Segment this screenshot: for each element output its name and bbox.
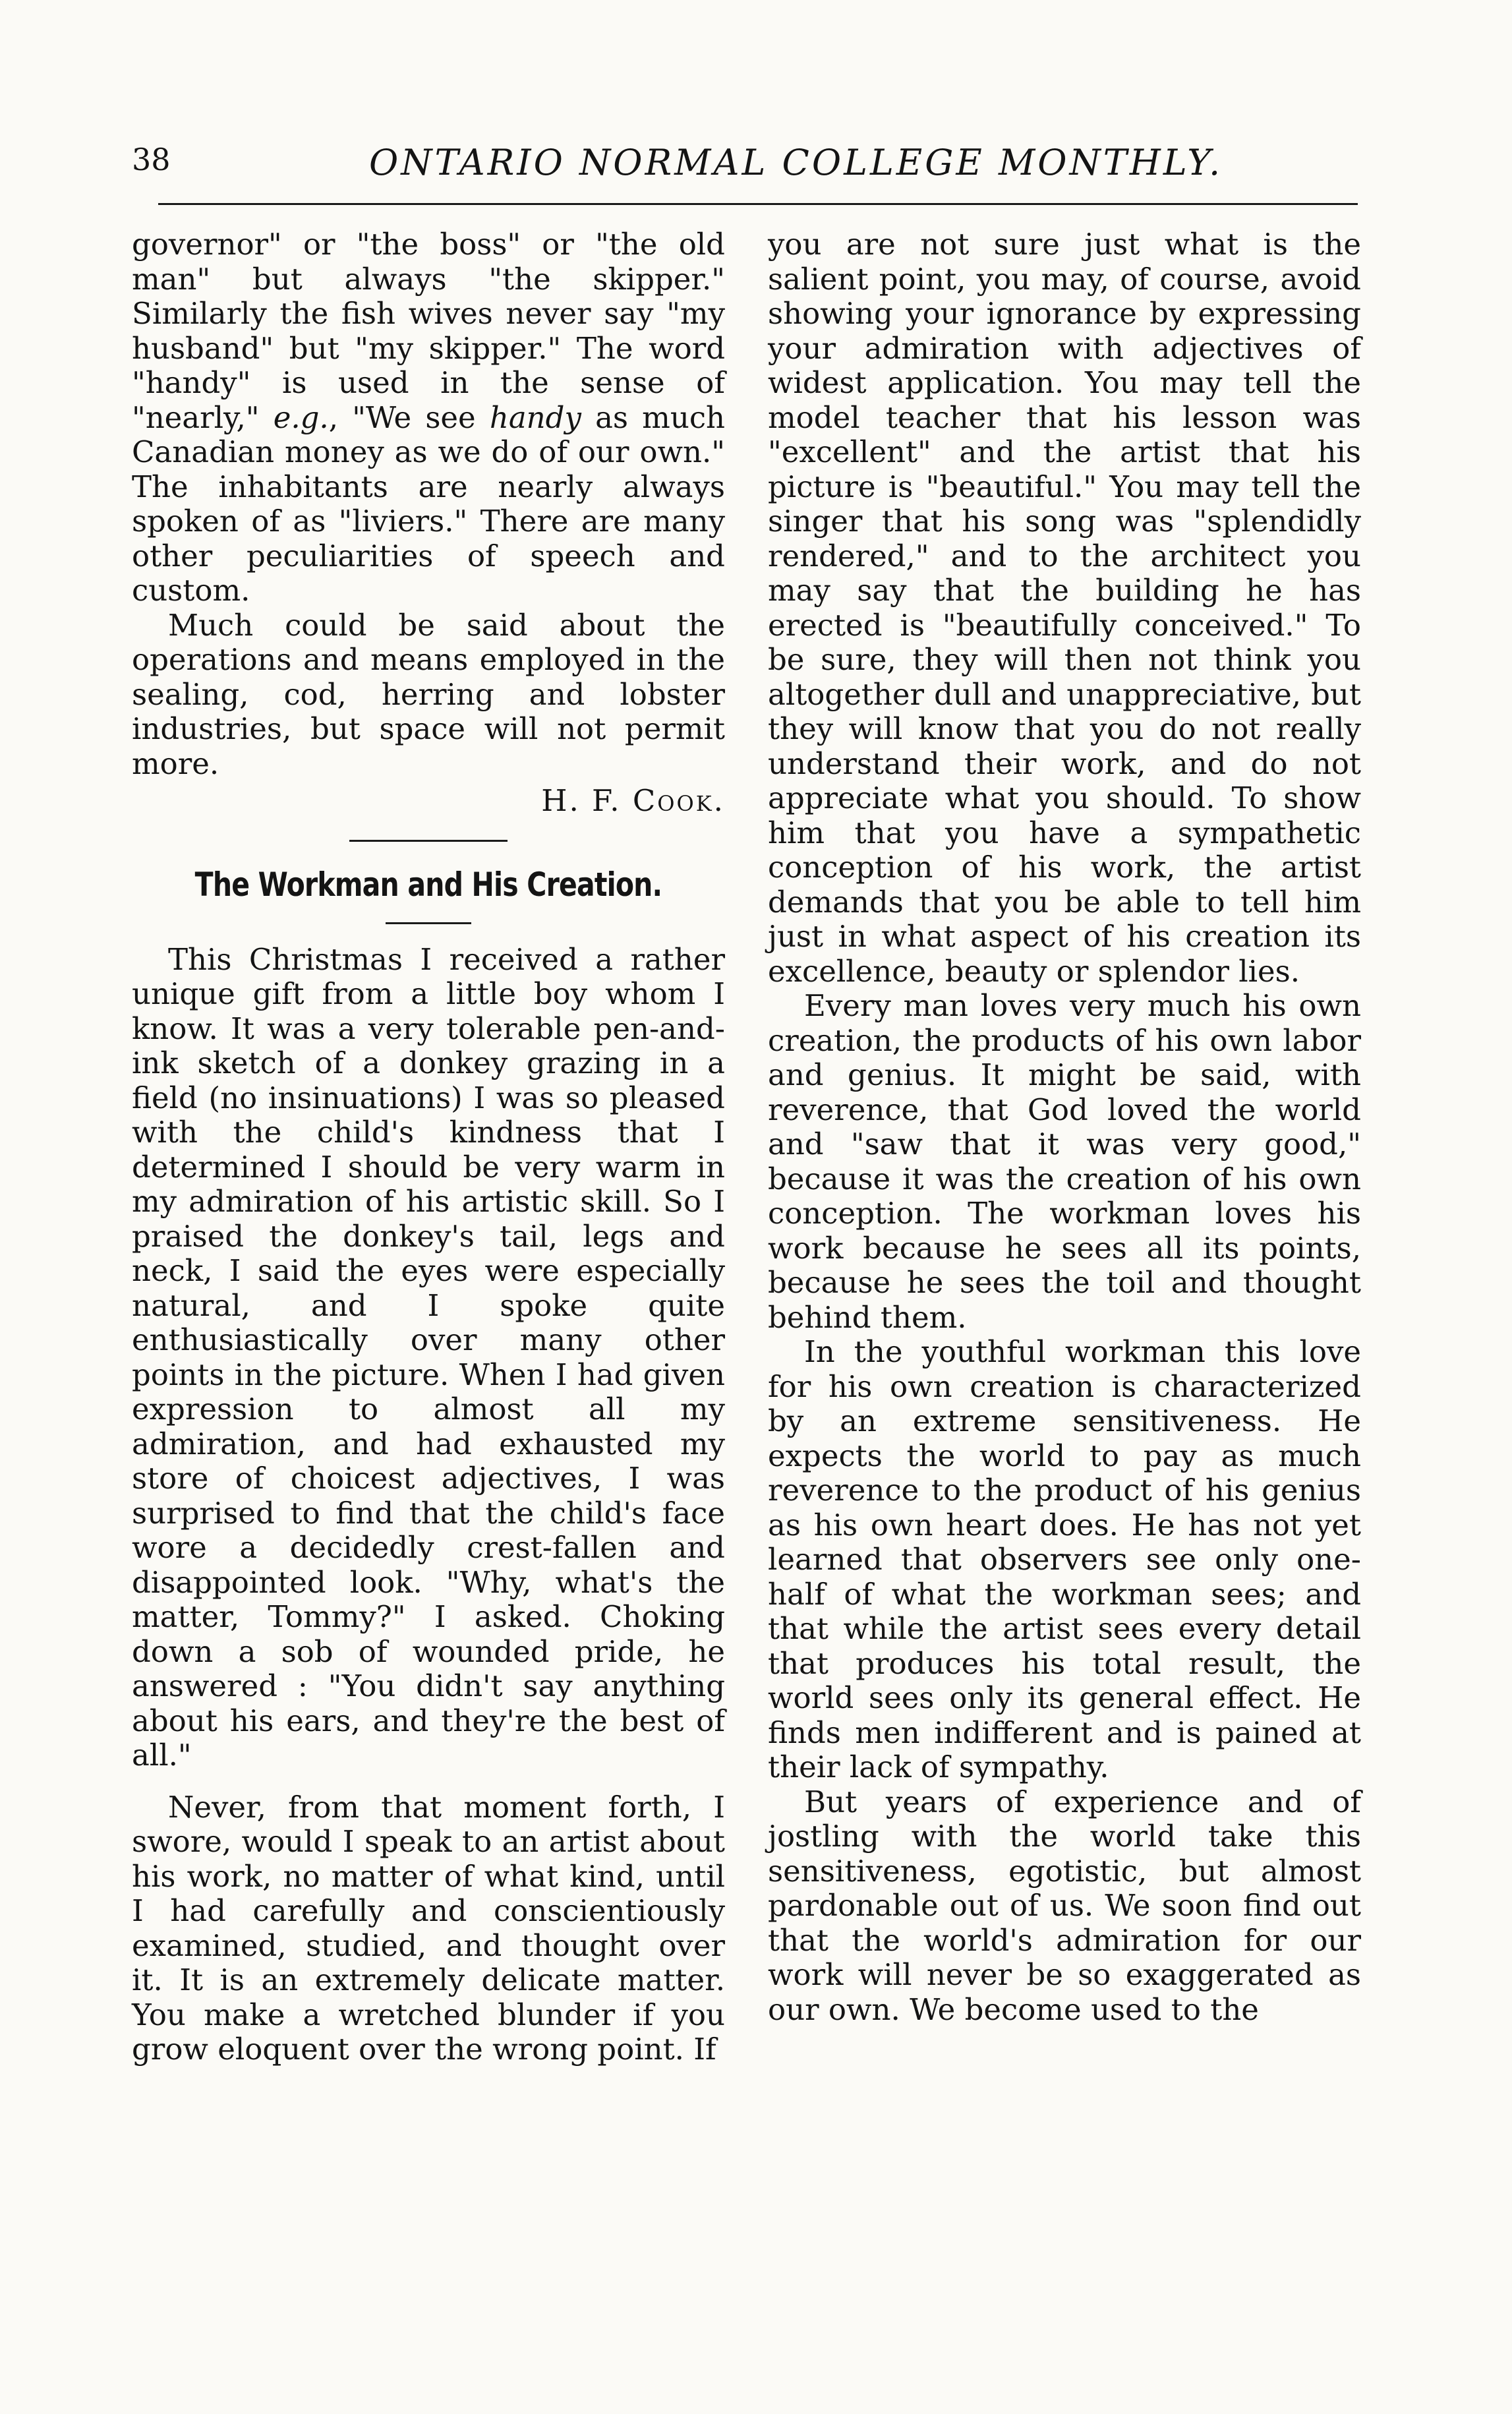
text-run-italic: e.g. (273, 399, 329, 435)
running-title: ONTARIO NORMAL COLLEGE MONTHLY. (369, 142, 1223, 183)
paragraph: This Christmas I received a rather unique gift from a little boy whom I know. It was a very tolerable pen-and-ink sketch of a donkey grazing in a field (no insinuations) I was so pleased with the child's kindness that I determined I should be very warm in my admiration of his artistic skill. So I praised the donkey's tail, legs and neck, I said the eyes were especially natural, and I spoke quite enthusiastically over many other points in the picture. When I had given expression to almost all my admiration, and had exhausted my store of choicest adjectives, I was surprised to find that the child's face wore a decidedly crest-fallen and disappointed look. "Why, what's the matter, Tommy?" I asked. Choking down a sob of wounded pride, he answered : "You didn't say anything about his ears, and they're the best of all." (132, 941, 725, 1773)
paragraph-continuation (132, 227, 725, 608)
header-rule (158, 203, 1358, 205)
paragraph: Every man loves very much his own creation, the products of his own labor and genius. It might be said, with reverence, that God loved the world and "saw that it was very good," because it was the creation of his own conception. The workman loves his work because he sees all its points, because he sees the toil and thought behind them. (768, 988, 1361, 1335)
text-run: , "We see (328, 399, 490, 435)
paragraph: In the youthful workman this love for his own creation is characterized by an extreme sensitiveness. He expects the world to pay as much reverence to the product of his genius as his own heart does. He has not yet learned that observers see only one-half of what the workman sees; and that while the artist sees every detail that produces his total result, the world sees only its general effect. He finds men indifferent and is pained at their lack of sympathy. (768, 1334, 1361, 1784)
text-run: as much Canadian money as we do of our own." The inhabitants are nearly always spoken of as "liviers." There are many other peculiarities of speech and custom. (132, 399, 726, 608)
paragraph: Never, from that moment forth, I swore, would I speak to an artist about his work, no matter of what kind, until I had carefully and conscientiously examined, studied, and thought over it. It is an extremely delicate matter. You make a wretched blunder if you grow eloquent over the wrong point. If (132, 1789, 725, 2067)
paragraph: But years of experience and of jostling with the world take this sensitiveness, egotistic, but almost pardonable out of us. We soon find out that the world's admiration for our work will never be so exaggerated as our own. We become used to the (768, 1784, 1361, 2027)
page-header (132, 142, 1371, 201)
paragraph: Much could be said about the operations and means employed in the sealing, cod, herring and lobster industries, but space will not permit more. (132, 607, 725, 781)
paragraph-continuation: you are not sure just what is the salient point, you may, of course, avoid showing your ignorance by expressing your admiration with adjectives of widest application. You may tell the model teacher that his lesson was "excellent" and the artist that his picture is "beautiful." You may tell the singer that his song was "splendidly rendered," and to the architect you may say that the building he has erected is "beautifully conceived." To be sure, they will then not think you altogether dull and unappreciative, but they will know that you do not really understand their work, and do not appreciate what you should. To show him that you have a sympathetic conception of his work, the artist demands that you be able to tell him just in what aspect of his creation its excellence, beauty or splendor lies. (768, 227, 1361, 989)
left-column (132, 227, 725, 2067)
text-run-italic: handy (489, 399, 581, 435)
section-divider (349, 840, 508, 842)
paragraph-gap (132, 1773, 725, 1790)
article-title: The Workman and His Creation. (194, 865, 662, 904)
page-number: 38 (132, 142, 171, 177)
title-divider (386, 922, 471, 924)
text-run: governor" or "the boss" or "the old man" but always "the skipper." Similarly the fish wives never say "my husband" but "my skipper." The word "handy" is used in the sense of "nearly," (132, 227, 725, 435)
right-column (768, 227, 1361, 2027)
author-signature: H. F. Cook. (541, 783, 725, 818)
